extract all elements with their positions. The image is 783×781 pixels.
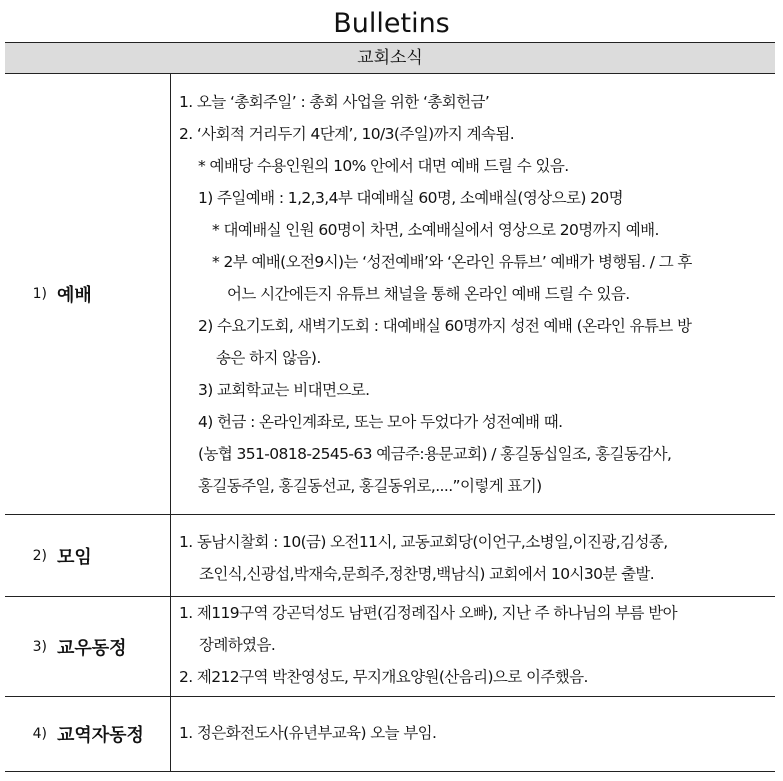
text-line: 2) 수요기도회, 새벽기도회 : 대예배실 60명까지 성전 예배 (온라인 유튜브 방 — [198, 317, 692, 335]
text-line: 1) 주일예배 : 1,2,3,4부 대예배실 60명, 소예배실(영상으로) 20명 — [198, 189, 624, 207]
text-line: 조인식,신광섭,박재숙,문희주,정찬명,백남식) 교회에서 10시30분 출발. — [199, 565, 655, 583]
text-line: * 예배당 수용인원의 10% 안에서 대면 예배 드릴 수 있음. — [198, 157, 569, 175]
text-line: 4) 헌금 : 온라인계좌로, 또는 모아 두었다가 성전예배 때. — [198, 413, 563, 431]
section-name: 모임 — [57, 546, 92, 568]
text-line: 2. ‘사회적 거리두기 4단계’, 10/3(주일)까지 계속됨. — [179, 125, 515, 143]
text-line: 송은 하지 않음). — [216, 349, 321, 367]
text-line: 어느 시간에든지 유튜브 채널을 통해 온라인 예배 드릴 수 있음. — [227, 285, 630, 303]
section-name: 교역자동정 — [57, 725, 144, 746]
section-name: 예배 — [57, 285, 92, 306]
section-worship — [5, 74, 775, 515]
section-number: 2) — [32, 547, 47, 564]
section-number: 1) — [32, 286, 47, 302]
text-line: 2. 제212구역 박찬영성도, 무지개요양원(산음리)으로 이주했음. — [179, 668, 588, 686]
text-line: * 대예배실 인원 60명이 차면, 소예배실에서 영상으로 20명까지 예배. — [212, 221, 659, 239]
text-line: 장례하였음. — [199, 636, 276, 654]
section-number: 4) — [32, 726, 47, 742]
section-clergy-news — [5, 697, 775, 772]
text-line: 3) 교회학교는 비대면으로. — [198, 381, 370, 399]
table-header: 교회소식 — [5, 43, 775, 74]
text-line: 1. 오늘 ‘총회주일’ : 총회 사업을 위한 ‘총회헌금’ — [179, 93, 490, 111]
text-line: (농협 351-0818-2545-63 예금주:용문교회) / 홍길동십일조, 홍길동감사, — [198, 445, 672, 463]
text-line: 홍길동주일, 홍길동선교, 홍길동위로,....”이렇게 표기) — [198, 477, 542, 495]
section-meeting — [5, 515, 775, 597]
bulletin-table — [5, 42, 775, 772]
section-name: 교우동정 — [57, 637, 127, 659]
section-number: 3) — [32, 638, 47, 655]
text-line: 1. 제119구역 강곤덕성도 남편(김정례집사 오빠), 지난 주 하나님의 부름 받아 — [179, 604, 677, 622]
text-line: * 2부 예배(오전9시)는 ‘성전예배’와 ‘온라인 유튜브’ 예배가 병행됨. / 그 후 — [212, 253, 692, 271]
text-line: 1. 정은화전도사(유년부교육) 오늘 부임. — [179, 724, 437, 742]
page-title: Bulletins — [333, 8, 450, 39]
text-line: 1. 동남시찰회 : 10(금) 오전11시, 교동교회당(이언구,소병일,이진광,김성종, — [179, 533, 668, 551]
section-member-news — [5, 597, 775, 697]
